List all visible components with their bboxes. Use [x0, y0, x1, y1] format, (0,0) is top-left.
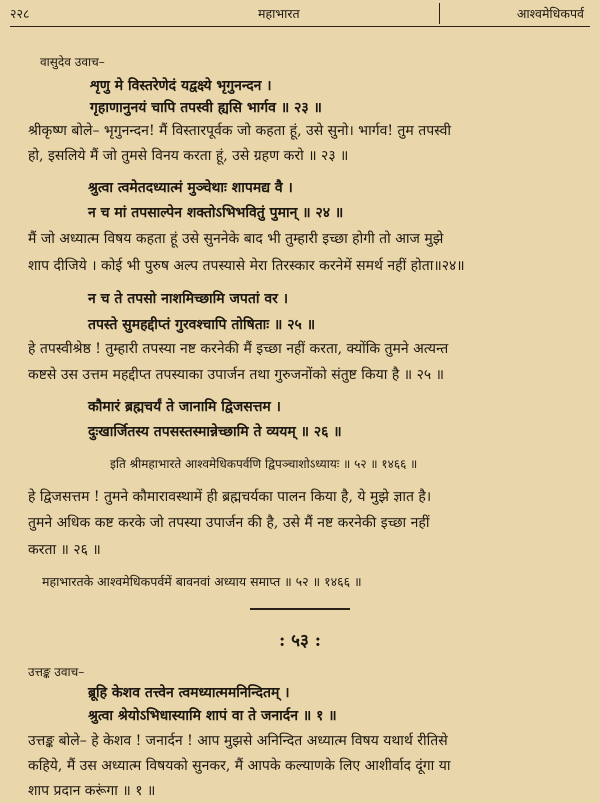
prose-26-line2: तुमने अधिक कष्ट करके जो तपस्या उपार्जन की है, उसे मैं नष्ट करनेकी इच्छा नहीं [28, 515, 430, 531]
prose-25-line1: हे तपस्वीश्रेष्ठ ! तुम्हारी तपस्या नष्ट करनेकी मैं इच्छा नहीं करता, क्योंकि तुमने अत्यन्त [28, 341, 449, 357]
colophon-sanskrit: इति श्रीमहाभारते आश्वमेधिकपर्वणि द्विपञ्चाशोऽध्यायः ॥ ५२ ॥ १४६६ ॥ [110, 457, 418, 471]
running-header [10, 0, 590, 27]
section-title: आश्वमेधिकपर्व [516, 6, 584, 21]
chapter-number: : ५३ : [278, 631, 322, 651]
prose-23-line1: श्रीकृष्ण बोले– भृगुनन्दन! मैं विस्तारपूर्वक जो कहता हूं, उसे सुनो। भार्गव! तुम तपस्वी [28, 123, 452, 139]
book-title: महाभारत [258, 6, 300, 21]
chapter-rule [250, 608, 350, 610]
prose-1-line3: शाप प्रदान करूंगा ॥ १ ॥ [28, 783, 156, 799]
verse-1-line1: ब्रूहि केशव तत्त्वेन त्वमध्यात्ममनिन्दितम् । [88, 685, 290, 701]
verse-24-line2: न च मां तपसाल्पेन शक्तोऽभिभवितुं पुमान् ॥ २४ ॥ [88, 205, 344, 221]
prose-24-line1: मैं जो अध्यात्म विषय कहता हूं उसे सुननेके बाद भी तुम्हारी इच्छा होगी तो आज मुझे [28, 231, 444, 247]
verse-23-line1: शृणु मे विस्तरेणेदं यद्वक्ष्ये भृगुनन्दन । [90, 78, 272, 94]
prose-23-line2: हो, इसलिये मैं जो तुमसे विनय करता हूं, उसे ग्रहण करो ॥ २३ ॥ [28, 148, 349, 164]
verse-26-line1: कौमारं ब्रह्मचर्यं ते जानामि द्विजसत्तम । [88, 399, 281, 415]
prose-26-line1: हे द्विजसत्तम ! तुमने कौमारावस्थामें ही ब्रह्मचर्यका पालन किया है, ये मुझे ज्ञात है। [28, 489, 432, 505]
verse-23-line2: गृहाणानुनयं चापि तपस्वी ह्यसि भार्गव ॥ २३ ॥ [90, 100, 322, 116]
prose-26-line3: करता ॥ २६ ॥ [28, 542, 101, 558]
prose-24-line2: शाप दीजिये । कोई भी पुरुष अल्प तपस्यासे मेरा तिरस्कार करनेमें समर्थ नहीं होता॥२४॥ [28, 258, 465, 274]
page-number: २२८ [10, 6, 30, 21]
verse-25-line2: तपस्ते सुमहद्दीप्तं गुरवश्चापि तोषिताः ॥ २५ ॥ [88, 317, 316, 333]
speaker-vasudeva: वासुदेव उवाच– [40, 55, 105, 69]
header-divider [439, 3, 441, 24]
verse-26-line2: दुःखार्जितस्य तपसस्तस्मान्नेच्छामि ते व्ययम् ॥ २६ ॥ [88, 424, 342, 440]
colophon-hindi: महाभारतके आश्वमेधिकपर्वमें बावनवां अध्याय समाप्त ॥ ५२ ॥ १४६६ ॥ [42, 574, 362, 589]
verse-1-line2: श्रुत्वा श्रेयोऽभिधास्यामि शापं वा ते जनार्दन ॥ १ ॥ [88, 708, 337, 724]
verse-24-line1: श्रुत्वा त्वमेतदध्यात्मं मुञ्चेथाः शापमद्य वै । [88, 180, 293, 196]
prose-1-line1: उत्तङ्क बोले– हे केशव ! जनार्दन ! आप मुझसे अनिन्दित अध्यात्म विषय यथार्थ रीतिसे [28, 733, 448, 749]
prose-1-line2: कहिये, मैं उस अध्यात्म विषयको सुनकर, मैं आपके कल्याणके लिए आशीर्वाद दूंगा या [28, 758, 451, 774]
verse-25-line1: न च ते तपसो नाशमिच्छामि जपतां वर । [88, 291, 289, 307]
prose-25-line2: कष्टसे उस उत्तम महद्दीप्त तपस्याका उपार्जन तथा गुरुजनोंको संतुष्ट किया है ॥ २५ ॥ [28, 367, 444, 383]
speaker-uttanka: उत्तङ्क उवाच– [28, 665, 85, 679]
